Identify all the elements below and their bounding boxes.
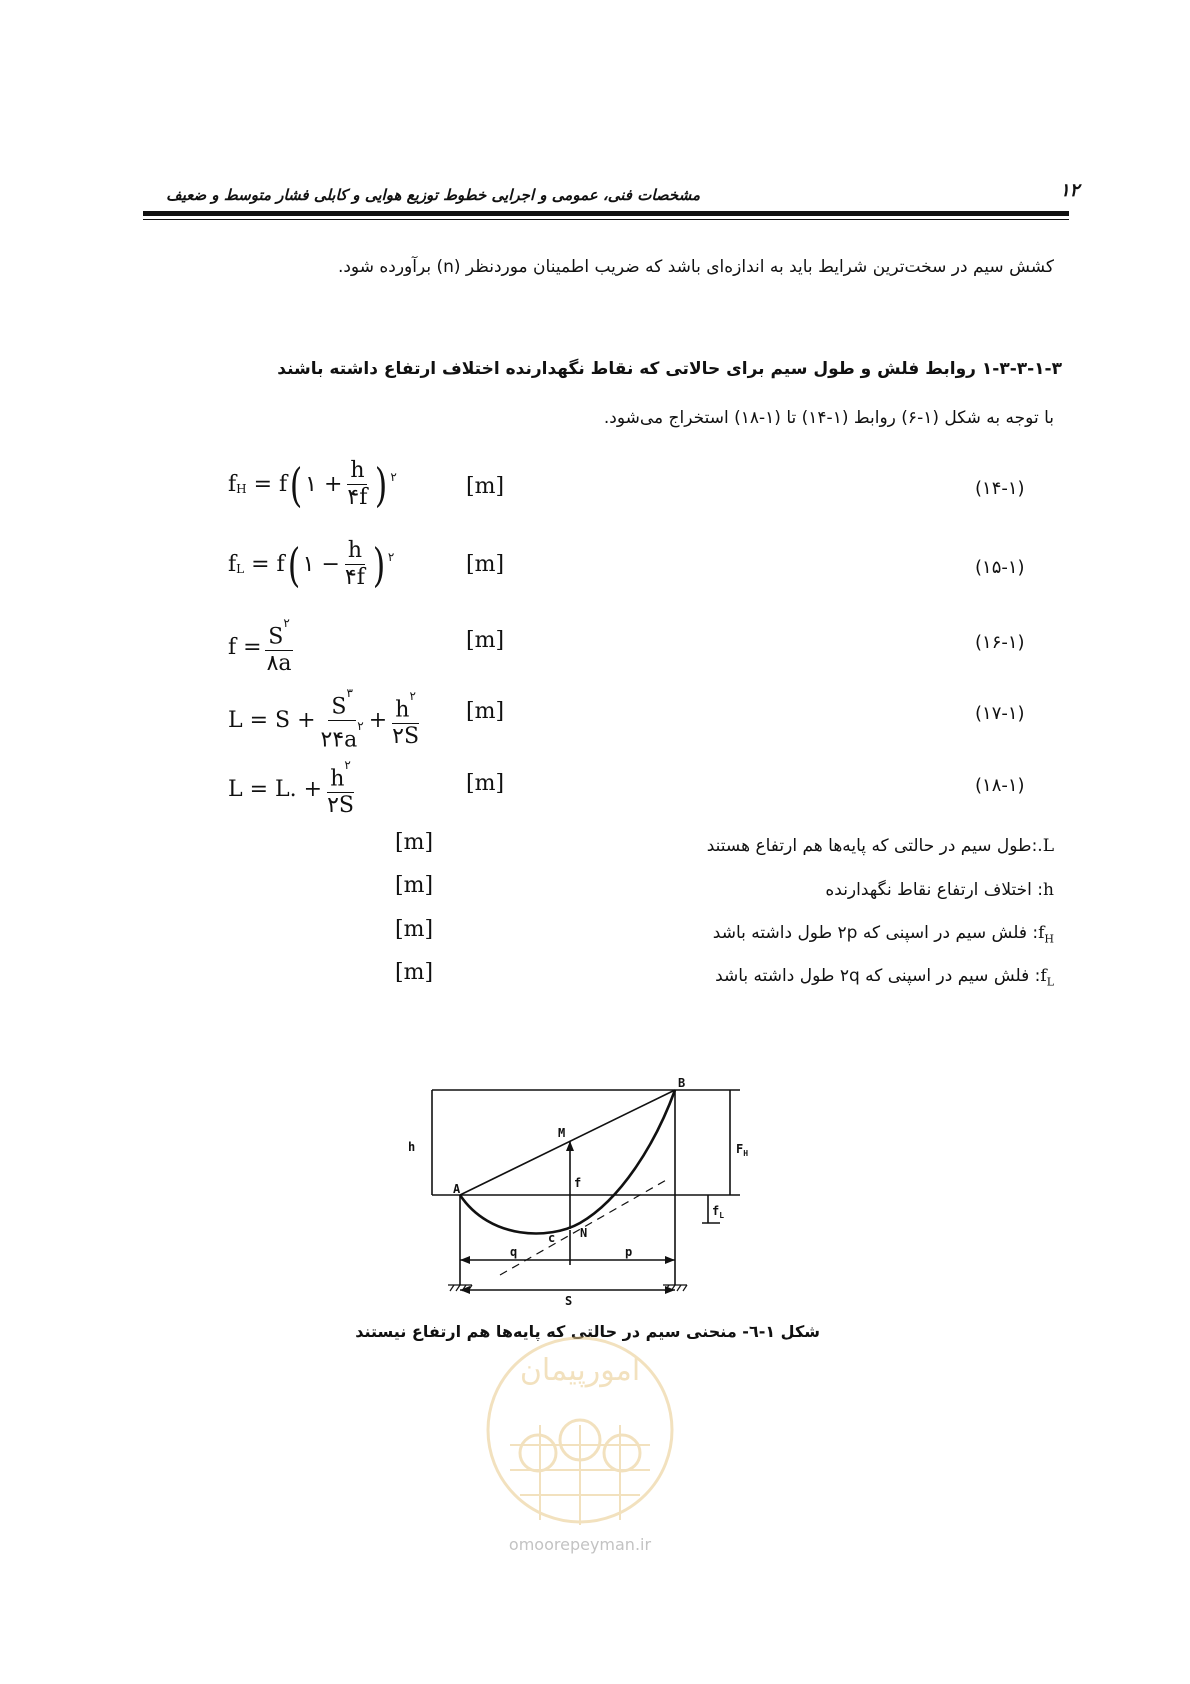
label-h: h <box>408 1140 416 1154</box>
fraction: $\frac{h^۲}{۲S}$ <box>327 758 354 819</box>
header-rule-thin <box>143 219 1069 220</box>
sag-curve-diagram <box>408 1065 760 1308</box>
equation-18-number: (۱۸-۱) <box>975 775 1025 796</box>
definition-fl: $f_L$: فلش سیم در اسپنی که ۲q طول داشته باشد <box>715 966 1054 989</box>
label-p: p <box>625 1245 633 1259</box>
header-title: مشخصات فنی، عمومی و اجرایی خطوط توزیع هوایی و کابلی فشار متوسط و ضعیف <box>166 186 700 204</box>
equation-14: f $_H$ = f ( ۱ + $\frac{h}{۴f}$ ) $^۲$ <box>228 457 397 512</box>
fraction: $\frac{S^۲}{۸a}$ <box>266 616 292 677</box>
equation-18: L = L. + $\frac{h^۲}{۲S}$ <box>228 760 359 819</box>
watermark-url: omoorepeyman.ir <box>508 1535 652 1554</box>
definition-l0: L.:طول سیم در حالتی که پایه‌ها هم ارتفاع هستند <box>706 836 1054 856</box>
fraction: $\frac{S^۳}{۲۴a^۲}$ <box>320 686 364 753</box>
label-q: q <box>510 1245 518 1259</box>
label-m: M <box>558 1126 566 1140</box>
equation-18-unit: [m] <box>466 771 505 796</box>
label-s: S <box>565 1294 573 1308</box>
equation-16: f = $\frac{S^۲}{۸a}$ <box>228 618 297 677</box>
definition-fl-unit: [m] <box>395 960 434 985</box>
header-rule-thick <box>143 211 1069 216</box>
body-paragraph: کشش سیم در سخت‌ترین شرایط باید به اندازه‌ای باشد که ضریب اطمینان موردنظر (n) برآورده شود. <box>337 257 1054 277</box>
definition-fh: $f_H$: فلش سیم در اسپنی که ۲p طول داشته باشد <box>712 923 1054 946</box>
definition-l0-unit: [m] <box>395 830 434 855</box>
figure-caption: شکل ۱-٦- منحنی سیم در حالتی که پایه‌ها هم ارتفاع نیستند <box>355 1322 820 1341</box>
label-f: f <box>574 1176 582 1190</box>
definition-fh-unit: [m] <box>395 917 434 942</box>
definition-h-unit: [m] <box>395 873 434 898</box>
fraction: $\frac{h^۲}{۲S}$ <box>392 689 420 750</box>
label-c: c <box>548 1231 556 1245</box>
equation-17: L = S + $\frac{S^۳}{۲۴a^۲}$ + $\frac{h^۲}{۲S}$ <box>228 688 424 754</box>
section-intro: با توجه به شکل (۱-۶) روابط (۱-۱۴) تا (۱-۱۸) استخراج می‌شود. <box>603 408 1054 428</box>
watermark-logo <box>470 1325 690 1535</box>
equation-15: f $_L$ = f ( ۱ − $\frac{h}{۴f}$ ) $^۲$ <box>228 537 395 592</box>
label-b: B <box>678 1076 686 1090</box>
label-fl: $f_L$ <box>712 1204 725 1220</box>
equation-14-unit: [m] <box>466 474 505 499</box>
equation-17-unit: [m] <box>466 699 505 724</box>
definition-h: h: اختلاف ارتفاع نقاط نگهدارنده <box>825 880 1054 900</box>
equation-14-number: (۱۴-۱) <box>975 478 1025 499</box>
page-number: ۱۲ <box>1060 180 1080 201</box>
label-fh: $F_H$ <box>736 1142 749 1158</box>
fraction: $\frac{h}{۴f}$ <box>347 458 368 510</box>
equation-15-unit: [m] <box>466 552 505 577</box>
watermark-logo-text: امورپیمان <box>519 1353 641 1388</box>
fraction: $\frac{h}{۴f}$ <box>344 538 365 590</box>
label-n: N <box>580 1226 588 1240</box>
equation-15-number: (۱۵-۱) <box>975 557 1025 578</box>
equation-16-unit: [m] <box>466 628 505 653</box>
section-heading: ۱-۳-۳-۱-۳ روابط فلش و طول سیم برای حالاتی که نقاط نگهدارنده اختلاف ارتفاع داشته باشند <box>277 359 1062 379</box>
equation-17-number: (۱۷-۱) <box>975 703 1025 724</box>
equation-16-number: (۱۶-۱) <box>975 632 1025 653</box>
label-a: A <box>453 1182 461 1196</box>
